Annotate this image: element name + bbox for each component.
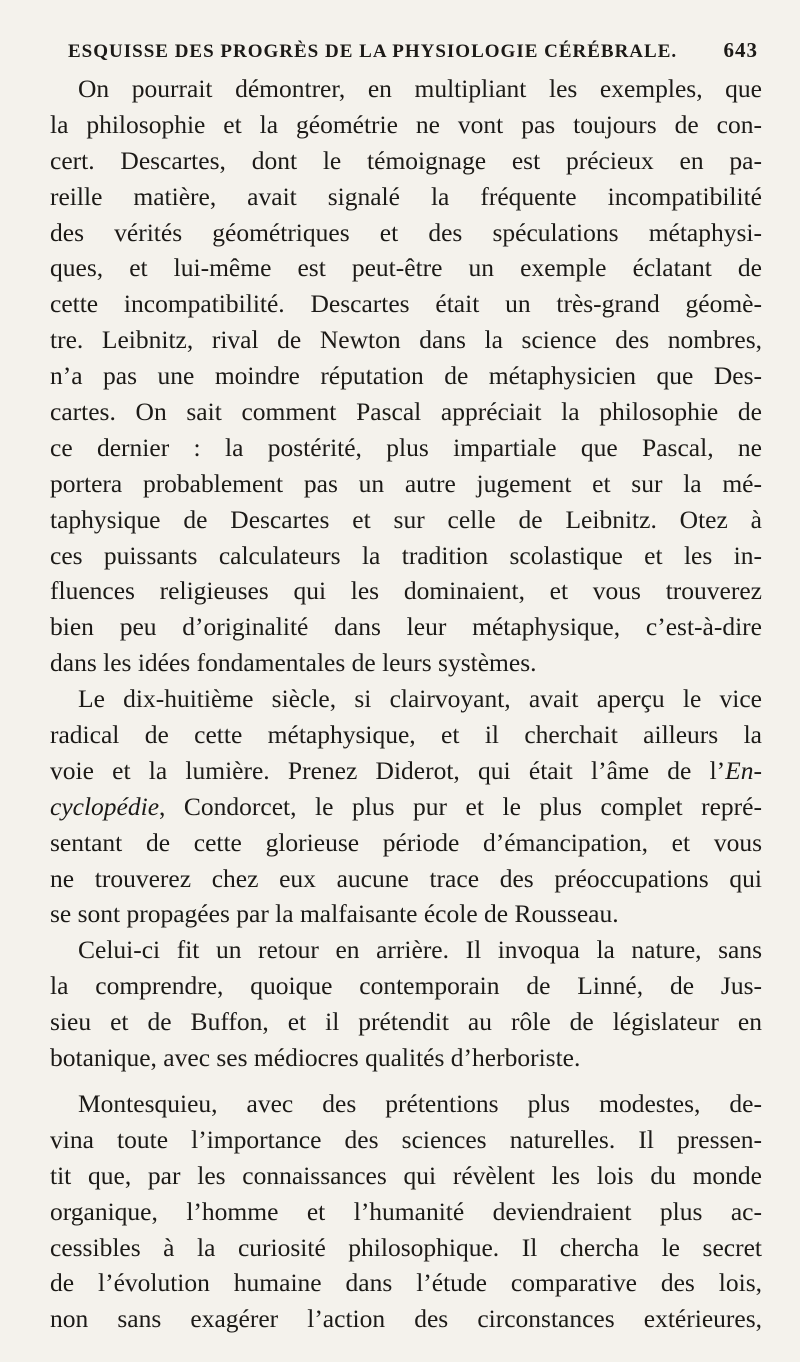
text-line: reille matière, avait signalé la fréquente incompatibilité: [50, 181, 762, 211]
running-header: [50, 38, 762, 63]
text-line: cessibles à la curiosité philosophique. Il chercha le secret: [50, 1232, 762, 1262]
paragraph: [50, 681, 762, 932]
text-line: tit que, par les connaissances qui révèlent les lois du monde: [50, 1160, 762, 1190]
text-line: portera probablement pas un autre jugement et sur la mé-: [50, 468, 762, 498]
text-line: des vérités géométriques et des spéculations métaphysi-: [50, 217, 762, 247]
text-line: radical de cette métaphysique, et il cherchait ailleurs la: [50, 720, 762, 750]
text-line: Montesquieu, avec des prétentions plus modestes, de-: [78, 1088, 762, 1118]
text-line: n’a pas une moindre réputation de métaphysicien que Des-: [50, 361, 762, 391]
italic-title: En-: [725, 755, 762, 785]
text-line: la philosophie et la géométrie ne vont pas toujours de con-: [50, 109, 762, 139]
text-line: bien peu d’originalité dans leur métaphysique, c’est-à-dire: [50, 612, 762, 642]
text-line: Celui-ci fit un retour en arrière. Il invoqua la nature, sans: [78, 935, 762, 965]
text-line: ces puissants calculateurs la tradition scolastique et les in-: [50, 540, 762, 570]
body-text: [50, 71, 762, 1337]
paragraph: [50, 71, 762, 681]
text-segment: voie et la lumière. Prenez Diderot, qui était l’âme de l’: [50, 755, 726, 785]
italic-title: cyclopédie: [50, 791, 160, 821]
text-line: se sont propagées par la malfaisante école de Rousseau.: [50, 899, 619, 929]
text-segment: , Condorcet, le plus pur et le plus complet repré-: [159, 791, 762, 821]
text-line: fluences religieuses qui les dominaient, et vous trouverez: [50, 576, 762, 606]
text-line: taphysique de Descartes et sur celle de Leibnitz. Otez à: [50, 504, 762, 534]
text-line: sieu et de Buffon, et il prétendit au rôle de législateur en: [50, 1007, 762, 1037]
text-line: cartes. On sait comment Pascal appréciait la philosophie de: [50, 397, 762, 427]
text-line: tre. Leibnitz, rival de Newton dans la science des nombres,: [50, 325, 762, 355]
paragraph: [50, 1086, 762, 1337]
text-line: cert. Descartes, dont le témoignage est précieux en pa-: [50, 145, 762, 175]
text-line: sentant de cette glorieuse période d’émancipation, et vous: [50, 827, 762, 857]
text-line: dans les idées fondamentales de leurs systèmes.: [50, 648, 537, 678]
text-line: botanique, avec ses médiocres qualités d’herboriste.: [50, 1043, 581, 1073]
text-line: non sans exagérer l’action des circonstances extérieures,: [50, 1304, 762, 1334]
text-line: ne trouverez chez eux aucune trace des préoccupations qui: [50, 863, 762, 893]
text-line: cette incompatibilité. Descartes était un très-grand géomè-: [50, 289, 762, 319]
text-line: la comprendre, quoique contemporain de Linné, de Jus-: [50, 971, 762, 1001]
text-line: organique, l’homme et l’humanité deviendraient plus ac-: [50, 1196, 762, 1226]
text-line: de l’évolution humaine dans l’étude comparative des lois,: [50, 1268, 762, 1298]
text-line: vina toute l’importance des sciences naturelles. Il pressen-: [50, 1124, 762, 1154]
running-title: ESQUISSE DES PROGRÈS DE LA PHYSIOLOGIE CÉRÉBRALE.: [68, 41, 678, 62]
text-line: ce dernier : la postérité, plus impartiale que Pascal, ne: [50, 432, 762, 462]
paragraph: [50, 932, 762, 1076]
page-number: 643: [723, 38, 758, 62]
text-line: On pourrait démontrer, en multipliant les exemples, que: [78, 74, 762, 103]
text-line: Le dix-huitième siècle, si clairvoyant, avait aperçu le vice: [78, 684, 762, 714]
text-line: [50, 753, 762, 789]
text-line: ques, et lui-même est peut-être un exemple éclatant de: [50, 253, 762, 283]
text-line: [50, 789, 762, 825]
paragraph-spacer: [50, 1076, 762, 1086]
